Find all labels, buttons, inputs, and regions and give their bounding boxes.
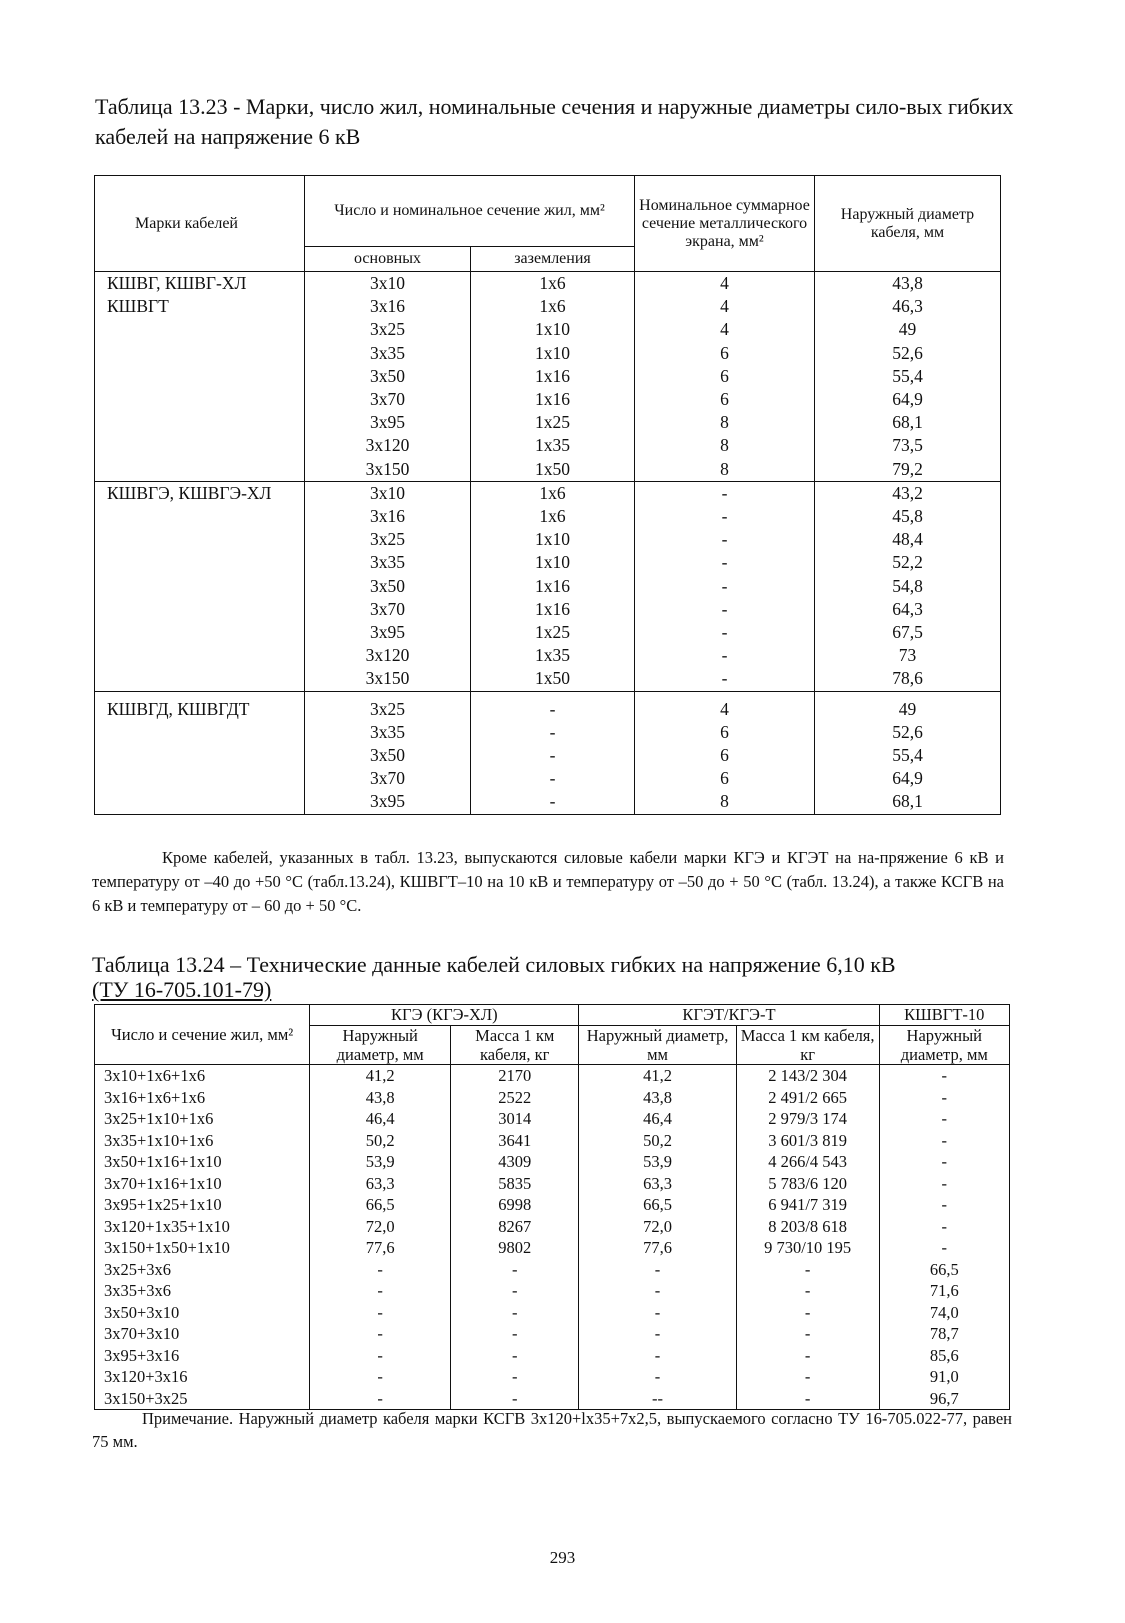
cell-kget-diameter: 63,3	[643, 1173, 672, 1193]
cable-mark: КШВГ, КШВГ-ХЛ	[107, 273, 247, 293]
cell-kget-diameter: -	[654, 1324, 661, 1343]
cable-marks-cell	[95, 272, 305, 482]
cell-kshvgt-diameter: -	[941, 1087, 948, 1107]
cell-kshvgt-diameter: -	[941, 1216, 948, 1236]
cell-ground: 1х10	[535, 529, 570, 550]
cell-cores: 3х50+1х16+1х10	[104, 1152, 222, 1171]
column-diameter	[815, 691, 1001, 814]
cell-kge-diameter: 43,8	[365, 1087, 395, 1107]
cell-kge-mass: 3014	[498, 1109, 532, 1128]
cell-kget-diameter: 50,2	[643, 1130, 672, 1150]
cell-kget-diameter: 77,6	[643, 1238, 672, 1257]
cell-main: 3х25	[370, 529, 405, 550]
cell-screen: 6	[720, 365, 729, 386]
column-main	[305, 481, 471, 691]
cell-kshvgt-diameter: -	[941, 1130, 948, 1150]
cell-cores: 3х70+3х10	[104, 1324, 180, 1343]
cell-kget-diameter: -	[654, 1259, 661, 1279]
t2-header-first: Число и сечение жил, мм²	[95, 1005, 310, 1065]
header-cores: Число и номинальное сечение жил, мм²	[305, 176, 635, 247]
table2-caption-title: Таблица 13.24 – Технические данные кабелей силовых гибких на напряжение 6,10 кВ	[92, 952, 896, 977]
cell-kget-mass: -	[804, 1388, 811, 1408]
cell-cores: 3х95+1х25+1х10	[104, 1195, 222, 1214]
cell-diameter: 67,5	[892, 622, 923, 643]
cell-kge-diameter: -	[377, 1345, 383, 1365]
cell-diameter: 43,8	[892, 273, 923, 293]
note-text: Примечание. Наружный диаметр кабеля марки КСГВ 3х120+lх35+7х2,5, выпускаемого согласно ТУ 16-705.022-77, равен 75 мм.	[92, 1409, 1012, 1451]
cell-cores: 3х120+1х35+1х10	[104, 1216, 230, 1236]
cell-kget-mass: 2 143/2 304	[768, 1066, 848, 1085]
cell-diameter: 46,3	[892, 296, 923, 317]
cell-cores: 3х95+3х16	[104, 1345, 180, 1365]
cell-diameter: 45,8	[892, 506, 923, 527]
cell-ground: 1х6	[539, 482, 566, 503]
cell-diameter: 64,9	[892, 768, 923, 789]
cell-kget-mass: -	[804, 1345, 811, 1365]
paragraph-text: Кроме кабелей, указанных в табл. 13.23, выпускаются силовые кабели марки КГЭ и КГЭТ на на-пряжение 6 кВ и температуру от –40 до +50 °С (табл.13.24), КШВГТ–10 на 10 кВ и температуру от –50 до + 50 °С (табл. 13.24), а также КСГВ на 6 кВ и температуру от – 60 до + 50 °С.	[92, 848, 1004, 915]
cell-diameter: 79,2	[892, 458, 923, 479]
cell-kget-diameter: 66,5	[643, 1195, 672, 1214]
cell-ground: 1х10	[535, 552, 570, 573]
cell-screen: 6	[720, 389, 729, 410]
cell-kget-mass: 4 266/4 543	[768, 1152, 848, 1171]
cell-diameter: 73,5	[892, 435, 923, 456]
column-kget-diameter	[579, 1065, 736, 1410]
cable-mark: КШВГД, КШВГДТ	[107, 698, 250, 719]
cell-kge-diameter: -	[377, 1259, 383, 1279]
cell-ground: 1х6	[539, 273, 566, 293]
cell-kge-mass: 2170	[498, 1066, 532, 1085]
cell-screen: -	[721, 668, 728, 689]
cell-ground: 1х50	[535, 668, 570, 689]
cell-cores: 3х25+3х6	[104, 1259, 172, 1279]
cell-screen: 8	[720, 412, 729, 433]
table1-group	[95, 272, 1001, 482]
table2-caption	[92, 952, 1012, 1002]
cell-kget-diameter: -	[654, 1281, 661, 1300]
column-screen	[635, 691, 815, 814]
column-ground	[471, 272, 635, 482]
cell-kget-diameter: 72,0	[643, 1216, 672, 1236]
cell-kge-mass: -	[511, 1281, 518, 1300]
cell-screen: 6	[720, 768, 729, 789]
column-main	[305, 691, 471, 814]
cell-ground: -	[549, 698, 556, 719]
cell-diameter: 54,8	[892, 575, 923, 596]
cell-ground: -	[549, 791, 556, 812]
cell-main: 3х150	[365, 458, 410, 479]
t2-header-diam: Наружный диаметр, мм	[879, 1026, 1009, 1065]
cell-cores: 3х70+1х16+1х10	[104, 1173, 222, 1193]
cell-diameter: 64,9	[892, 389, 923, 410]
cell-kge-mass: 6998	[498, 1195, 532, 1214]
cell-kge-mass: -	[511, 1345, 518, 1365]
cell-kget-mass: 6 941/7 319	[768, 1195, 848, 1214]
t2-header-kget: КГЭТ/КГЭ-Т	[579, 1005, 879, 1026]
cell-kge-mass: 2522	[498, 1087, 532, 1107]
cell-ground: 1х16	[535, 575, 570, 596]
cell-ground: -	[549, 721, 556, 742]
cell-kget-diameter: 53,9	[643, 1152, 672, 1171]
cell-kget-mass: -	[804, 1302, 811, 1322]
cell-ground: 1х50	[535, 458, 570, 479]
cell-cores: 3х25+1х10+1х6	[104, 1109, 214, 1128]
cell-diameter: 68,1	[892, 791, 923, 812]
cell-diameter: 52,6	[892, 721, 923, 742]
cell-kget-diameter: -	[654, 1302, 661, 1322]
cell-screen: 6	[720, 721, 729, 742]
cell-kget-diameter: 46,4	[643, 1109, 672, 1128]
column-kge-mass	[451, 1065, 579, 1410]
cell-ground: 1х25	[535, 412, 570, 433]
cell-kge-diameter: 50,2	[365, 1130, 395, 1150]
t2-header-kshvgt: КШВГТ-10	[879, 1005, 1009, 1026]
cell-main: 3х16	[370, 506, 405, 527]
cell-kge-diameter: 66,5	[365, 1195, 395, 1214]
page-number: 293	[549, 1548, 576, 1567]
cell-main: 3х50	[370, 575, 405, 596]
cable-mark: КШВГТ	[107, 296, 169, 316]
cell-screen: -	[721, 506, 728, 527]
cell-diameter: 52,6	[892, 342, 923, 363]
cell-kge-diameter: -	[377, 1367, 383, 1386]
header-main: основных	[305, 247, 471, 272]
cell-kge-diameter: 41,2	[365, 1066, 395, 1085]
cell-kge-diameter: -	[377, 1388, 383, 1408]
cell-kget-mass: -	[804, 1281, 811, 1300]
cell-ground: 1х6	[539, 506, 566, 527]
table-13-24	[94, 1004, 1010, 1410]
column-ground	[471, 481, 635, 691]
cell-main: 3х95	[370, 622, 405, 643]
cell-main: 3х150	[365, 668, 410, 689]
cell-kshvgt-diameter: -	[941, 1152, 948, 1171]
cell-kge-diameter: 46,4	[365, 1109, 395, 1128]
cell-main: 3х35	[370, 342, 405, 363]
cell-kshvgt-diameter: 85,6	[929, 1345, 959, 1365]
cell-cores: 3х150+1х50+1х10	[104, 1238, 230, 1257]
cell-main: 3х10	[370, 482, 405, 503]
header-screen: Номинальное суммарное сечение металлического экрана, мм²	[635, 176, 815, 272]
cell-ground: 1х25	[535, 622, 570, 643]
cell-main: 3х10	[370, 273, 405, 293]
t2-header-kge: КГЭ (КГЭ-ХЛ)	[310, 1005, 579, 1026]
cell-ground: -	[549, 745, 556, 766]
cell-screen: -	[721, 529, 728, 550]
cell-kge-diameter: -	[377, 1281, 383, 1300]
cell-cores: 3х120+3х16	[104, 1367, 188, 1386]
cell-diameter: 49	[898, 698, 917, 719]
cell-kge-diameter: -	[377, 1324, 383, 1343]
t2-header-mass: Масса 1 км кабеля, кг	[451, 1026, 579, 1065]
cell-kshvgt-diameter: 71,6	[929, 1281, 959, 1300]
cell-kshvgt-diameter: -	[941, 1238, 948, 1257]
cell-kge-mass: -	[511, 1367, 518, 1386]
cell-main: 3х50	[370, 365, 405, 386]
cell-kshvgt-diameter: 74,0	[929, 1302, 959, 1322]
cell-main: 3х35	[370, 552, 405, 573]
cell-kge-mass: 9802	[498, 1238, 532, 1257]
cell-screen: 4	[720, 319, 729, 340]
cell-screen: 4	[720, 273, 729, 293]
cell-screen: -	[721, 575, 728, 596]
t2-header-diam: Наружный диаметр, мм	[579, 1026, 736, 1065]
cell-kshvgt-diameter: 66,5	[929, 1259, 959, 1279]
cell-kge-mass: -	[511, 1302, 518, 1322]
cell-screen: 8	[720, 435, 729, 456]
cell-main: 3х120	[365, 435, 410, 456]
cell-cores: 3х35+3х6	[104, 1281, 172, 1300]
cell-screen: 4	[720, 296, 729, 317]
cell-screen: 6	[720, 745, 729, 766]
cell-diameter: 55,4	[892, 745, 923, 766]
note	[92, 1407, 1012, 1453]
table1-caption: Таблица 13.23 - Марки, число жил, номинальные сечения и наружные диаметры сило-вых гибких кабелей на напряжение 6 кВ	[95, 94, 1014, 149]
cell-kge-mass: 5835	[498, 1173, 532, 1193]
cell-ground: 1х16	[535, 389, 570, 410]
cell-diameter: 68,1	[892, 412, 923, 433]
cell-ground: 1х10	[535, 319, 570, 340]
cell-ground: 1х35	[535, 645, 570, 666]
cell-cores: 3х150+3х25	[104, 1388, 188, 1408]
cell-ground: 1х6	[539, 296, 566, 317]
column-kshvgt-diameter	[879, 1065, 1009, 1410]
cable-mark: КШВГЭ, КШВГЭ-ХЛ	[107, 482, 272, 503]
cell-kshvgt-diameter: -	[941, 1173, 948, 1193]
cell-main: 3х120	[365, 645, 410, 666]
paragraph	[92, 846, 1004, 918]
cell-kshvgt-diameter: -	[941, 1066, 948, 1085]
column-cores	[95, 1065, 310, 1410]
table2-body-row	[95, 1065, 1010, 1410]
cell-ground: 1х16	[535, 598, 570, 619]
cell-main: 3х16	[370, 296, 405, 317]
column-screen	[635, 481, 815, 691]
cell-kge-diameter: 77,6	[365, 1238, 395, 1257]
cell-kget-diameter: 41,2	[643, 1066, 672, 1085]
cell-kge-diameter: 53,9	[365, 1152, 395, 1171]
cell-kget-diameter: -	[654, 1345, 661, 1365]
t2-header-mass: Масса 1 км кабеля, кг	[736, 1026, 879, 1065]
cell-kge-diameter: 72,0	[365, 1216, 395, 1236]
cell-screen: 8	[720, 458, 729, 479]
cell-ground: 1х10	[535, 342, 570, 363]
cell-diameter: 52,2	[892, 552, 923, 573]
header-marks: Марки кабелей	[95, 176, 305, 272]
cell-main: 3х50	[370, 745, 405, 766]
column-screen	[635, 272, 815, 482]
cell-main: 3х70	[370, 598, 405, 619]
cell-diameter: 49	[898, 319, 917, 340]
cell-kget-diameter: 43,8	[643, 1087, 672, 1107]
cell-kge-mass: 3641	[498, 1130, 532, 1150]
table-13-23	[94, 175, 1001, 815]
table1-group	[95, 481, 1001, 691]
cell-kget-mass: -	[804, 1324, 811, 1343]
column-kget-mass	[736, 1065, 879, 1410]
cell-diameter: 48,4	[892, 529, 923, 550]
cell-screen: -	[721, 645, 728, 666]
cell-kshvgt-diameter: 96,7	[929, 1388, 959, 1408]
cell-kge-mass: 4309	[498, 1152, 532, 1171]
column-diameter	[815, 272, 1001, 482]
cell-kget-mass: 3 601/3 819	[768, 1130, 848, 1150]
cell-diameter: 55,4	[892, 365, 923, 386]
cell-kge-mass: -	[511, 1324, 518, 1343]
cell-diameter: 73	[898, 645, 917, 666]
cell-cores: 3х35+1х10+1х6	[104, 1130, 214, 1150]
cell-cores: 3х16+1х6+1х6	[104, 1087, 206, 1107]
table2-caption-tu: (ТУ 16-705.101-79)	[92, 977, 272, 1002]
cell-screen: -	[721, 598, 728, 619]
column-diameter	[815, 481, 1001, 691]
cell-kget-mass: 9 730/10 195	[764, 1238, 852, 1257]
column-kge-diameter	[310, 1065, 451, 1410]
header-ground: заземления	[471, 247, 635, 272]
cell-screen: -	[721, 482, 728, 503]
cell-diameter: 78,6	[892, 668, 923, 689]
cell-ground: 1х16	[535, 365, 570, 386]
cell-kget-mass: -	[804, 1259, 811, 1279]
cell-main: 3х70	[370, 768, 405, 789]
cell-kget-mass: -	[804, 1367, 811, 1386]
cell-kget-mass: 5 783/6 120	[768, 1173, 848, 1193]
cell-kge-diameter: -	[377, 1302, 383, 1322]
column-main	[305, 272, 471, 482]
cell-kget-mass: 2 491/2 665	[768, 1087, 848, 1107]
cell-kshvgt-diameter: -	[941, 1195, 948, 1214]
cell-main: 3х25	[370, 698, 405, 719]
cell-kget-mass: 8 203/8 618	[768, 1216, 848, 1236]
cell-screen: 8	[720, 791, 729, 812]
cell-screen: 6	[720, 342, 729, 363]
t2-header-diam: Наружный диаметр, мм	[310, 1026, 451, 1065]
cell-kge-mass: 8267	[498, 1216, 532, 1236]
cell-kshvgt-diameter: 78,7	[929, 1324, 959, 1343]
table1-group	[95, 691, 1001, 814]
cell-cores: 3х10+1х6+1х6	[104, 1066, 206, 1085]
cell-screen: 4	[720, 698, 729, 719]
cell-kget-diameter: --	[652, 1388, 664, 1408]
header-diameter: Наружный диаметр кабеля, мм	[815, 176, 1001, 272]
cell-diameter: 64,3	[892, 598, 923, 619]
cell-kshvgt-diameter: 91,0	[929, 1367, 959, 1386]
cell-kge-diameter: 63,3	[365, 1173, 395, 1193]
cell-main: 3х35	[370, 721, 405, 742]
cell-diameter: 43,2	[892, 482, 923, 503]
column-ground	[471, 691, 635, 814]
cable-marks-cell	[95, 481, 305, 691]
cell-main: 3х95	[370, 791, 405, 812]
cell-main: 3х25	[370, 319, 405, 340]
cell-main: 3х95	[370, 412, 405, 433]
cable-marks-cell	[95, 691, 305, 814]
cell-ground: 1х35	[535, 435, 570, 456]
cell-cores: 3х50+3х10	[104, 1302, 180, 1322]
cell-main: 3х70	[370, 389, 405, 410]
cell-kshvgt-diameter: -	[941, 1109, 948, 1128]
cell-screen: -	[721, 552, 728, 573]
cell-kget-diameter: -	[654, 1367, 661, 1386]
cell-kge-mass: -	[511, 1259, 518, 1279]
cell-screen: -	[721, 622, 728, 643]
cell-kget-mass: 2 979/3 174	[768, 1109, 848, 1128]
cell-ground: -	[549, 768, 556, 789]
cell-kge-mass: -	[511, 1388, 518, 1408]
